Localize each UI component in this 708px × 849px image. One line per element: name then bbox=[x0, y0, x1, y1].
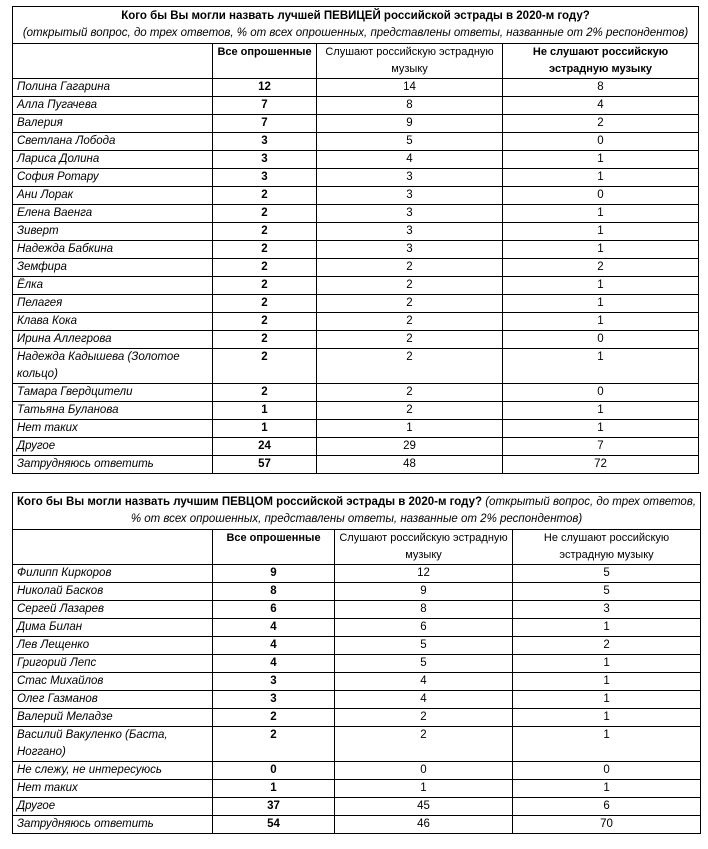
row-listen: 48 bbox=[317, 456, 503, 474]
row-not-listen: 0 bbox=[503, 133, 699, 151]
table-row bbox=[13, 277, 699, 295]
row-all-respondents: 1 bbox=[213, 780, 335, 798]
row-all-respondents: 6 bbox=[213, 601, 335, 619]
row-listen: 8 bbox=[335, 601, 513, 619]
table-row bbox=[13, 133, 699, 151]
row-name: Василий Вакуленко (Баста, Ноггано) bbox=[13, 727, 213, 762]
row-listen: 2 bbox=[317, 349, 503, 384]
row-name: Земфира bbox=[13, 259, 213, 277]
row-all-respondents: 4 bbox=[213, 619, 335, 637]
table-row bbox=[13, 349, 699, 384]
row-not-listen: 7 bbox=[503, 438, 699, 456]
row-listen: 2 bbox=[317, 402, 503, 420]
row-name: Дима Билан bbox=[13, 619, 213, 637]
table-row bbox=[13, 241, 699, 259]
row-listen: 5 bbox=[317, 133, 503, 151]
table-row bbox=[13, 727, 701, 762]
row-name: Татьяна Буланова bbox=[13, 402, 213, 420]
row-name: Григорий Лепс bbox=[13, 655, 213, 673]
row-listen: 6 bbox=[335, 619, 513, 637]
row-not-listen: 0 bbox=[513, 762, 701, 780]
female-header-name bbox=[13, 44, 213, 79]
row-name: Лев Лещенко bbox=[13, 637, 213, 655]
row-name: Полина Гагарина bbox=[13, 79, 213, 97]
row-not-listen: 1 bbox=[513, 691, 701, 709]
row-name: Филипп Киркоров bbox=[13, 565, 213, 583]
table-row bbox=[13, 384, 699, 402]
row-not-listen: 70 bbox=[513, 816, 701, 834]
row-not-listen: 0 bbox=[503, 331, 699, 349]
row-listen: 2 bbox=[335, 709, 513, 727]
table-row bbox=[13, 151, 699, 169]
row-not-listen: 8 bbox=[503, 79, 699, 97]
row-not-listen: 1 bbox=[513, 619, 701, 637]
row-all-respondents: 24 bbox=[213, 438, 317, 456]
row-name: Ирина Аллегрова bbox=[13, 331, 213, 349]
row-not-listen: 2 bbox=[503, 115, 699, 133]
row-not-listen: 1 bbox=[503, 420, 699, 438]
table-row bbox=[13, 565, 701, 583]
row-not-listen: 6 bbox=[513, 798, 701, 816]
row-name: Валерия bbox=[13, 115, 213, 133]
table-row bbox=[13, 97, 699, 115]
row-not-listen: 2 bbox=[503, 259, 699, 277]
row-not-listen: 0 bbox=[503, 384, 699, 402]
row-listen: 2 bbox=[317, 295, 503, 313]
table-row bbox=[13, 780, 701, 798]
row-listen: 3 bbox=[317, 187, 503, 205]
row-name: Не слежу, не интересуюсь bbox=[13, 762, 213, 780]
table-row bbox=[13, 295, 699, 313]
female-singer-table bbox=[12, 6, 699, 474]
row-all-respondents: 4 bbox=[213, 655, 335, 673]
row-all-respondents: 54 bbox=[213, 816, 335, 834]
row-all-respondents: 2 bbox=[213, 277, 317, 295]
row-all-respondents: 3 bbox=[213, 133, 317, 151]
row-all-respondents: 0 bbox=[213, 762, 335, 780]
table-row bbox=[13, 223, 699, 241]
row-name: Другое bbox=[13, 798, 213, 816]
row-listen: 12 bbox=[335, 565, 513, 583]
row-not-listen: 1 bbox=[503, 151, 699, 169]
row-all-respondents: 2 bbox=[213, 259, 317, 277]
row-listen: 45 bbox=[335, 798, 513, 816]
row-name: Пелагея bbox=[13, 295, 213, 313]
row-not-listen: 72 bbox=[503, 456, 699, 474]
row-name: Нет таких bbox=[13, 780, 213, 798]
row-all-respondents: 3 bbox=[213, 673, 335, 691]
row-listen: 14 bbox=[317, 79, 503, 97]
row-all-respondents: 1 bbox=[213, 420, 317, 438]
row-all-respondents: 1 bbox=[213, 402, 317, 420]
row-listen: 8 bbox=[317, 97, 503, 115]
row-all-respondents: 2 bbox=[213, 313, 317, 331]
male-table-title: Кого бы Вы могли назвать лучшим ПЕВЦОМ российской эстрады в 2020-м году? bbox=[17, 496, 483, 508]
row-name: Затрудняюсь ответить bbox=[13, 456, 213, 474]
table-row bbox=[13, 205, 699, 223]
row-listen: 3 bbox=[317, 205, 503, 223]
row-listen: 2 bbox=[317, 313, 503, 331]
row-listen: 0 bbox=[335, 762, 513, 780]
row-all-respondents: 2 bbox=[213, 384, 317, 402]
row-name: Стас Михайлов bbox=[13, 673, 213, 691]
row-not-listen: 5 bbox=[513, 565, 701, 583]
row-name: Светлана Лобода bbox=[13, 133, 213, 151]
table-row bbox=[13, 313, 699, 331]
row-all-respondents: 7 bbox=[213, 97, 317, 115]
female-table-subtitle: (открытый вопрос, до трех ответов, % от всех опрошенных, представлены ответы, названные от 2% респондентов) bbox=[22, 27, 689, 39]
table-row bbox=[13, 798, 701, 816]
row-name: Надежда Кадышева (Золотое кольцо) bbox=[13, 349, 213, 384]
row-all-respondents: 3 bbox=[213, 691, 335, 709]
table-row bbox=[13, 456, 699, 474]
table-row bbox=[13, 115, 699, 133]
male-table-caption bbox=[13, 493, 701, 530]
row-all-respondents: 57 bbox=[213, 456, 317, 474]
table-row bbox=[13, 601, 701, 619]
male-header-listen: Слушают российскую эстрадную музыку bbox=[335, 530, 513, 565]
row-not-listen: 1 bbox=[503, 277, 699, 295]
female-header-all: Все опрошенные bbox=[213, 44, 317, 79]
female-table-title: Кого бы Вы могли назвать лучшей ПЕВИЦЕЙ российской эстрады в 2020-м году? bbox=[121, 10, 590, 22]
row-not-listen: 1 bbox=[503, 205, 699, 223]
row-not-listen: 1 bbox=[503, 349, 699, 384]
row-listen: 3 bbox=[317, 223, 503, 241]
row-listen: 2 bbox=[317, 259, 503, 277]
row-not-listen: 3 bbox=[513, 601, 701, 619]
row-all-respondents: 12 bbox=[213, 79, 317, 97]
row-name: Сергей Лазарев bbox=[13, 601, 213, 619]
table-row bbox=[13, 169, 699, 187]
row-listen: 2 bbox=[317, 384, 503, 402]
row-all-respondents: 37 bbox=[213, 798, 335, 816]
row-not-listen: 1 bbox=[513, 780, 701, 798]
row-name: Николай Басков bbox=[13, 583, 213, 601]
male-singer-table bbox=[12, 492, 701, 834]
row-not-listen: 1 bbox=[503, 295, 699, 313]
row-name: Алла Пугачева bbox=[13, 97, 213, 115]
table-row bbox=[13, 402, 699, 420]
row-all-respondents: 7 bbox=[213, 115, 317, 133]
row-name: Затрудняюсь ответить bbox=[13, 816, 213, 834]
table-row bbox=[13, 420, 699, 438]
male-header-all: Все опрошенные bbox=[213, 530, 335, 565]
row-not-listen: 4 bbox=[503, 97, 699, 115]
row-not-listen: 2 bbox=[513, 637, 701, 655]
table-row bbox=[13, 187, 699, 205]
row-all-respondents: 2 bbox=[213, 709, 335, 727]
male-table-subtitle-2: % от всех опрошенных, представлены ответы, названные от 2% респондентов) bbox=[130, 513, 583, 525]
row-not-listen: 1 bbox=[513, 727, 701, 762]
row-not-listen: 1 bbox=[503, 313, 699, 331]
row-all-respondents: 8 bbox=[213, 583, 335, 601]
row-all-respondents: 2 bbox=[213, 187, 317, 205]
row-name: Другое bbox=[13, 438, 213, 456]
row-listen: 5 bbox=[335, 655, 513, 673]
female-table-caption bbox=[13, 7, 699, 44]
table-row bbox=[13, 673, 701, 691]
row-name: Клава Кока bbox=[13, 313, 213, 331]
row-name: Олег Газманов bbox=[13, 691, 213, 709]
row-all-respondents: 2 bbox=[213, 331, 317, 349]
table-row bbox=[13, 691, 701, 709]
row-listen: 9 bbox=[335, 583, 513, 601]
row-name: Елена Ваенга bbox=[13, 205, 213, 223]
table-row bbox=[13, 816, 701, 834]
row-listen: 9 bbox=[317, 115, 503, 133]
row-name: Валерий Меладзе bbox=[13, 709, 213, 727]
row-not-listen: 5 bbox=[513, 583, 701, 601]
row-listen: 29 bbox=[317, 438, 503, 456]
row-listen: 2 bbox=[317, 331, 503, 349]
table-row bbox=[13, 259, 699, 277]
row-listen: 4 bbox=[317, 151, 503, 169]
row-all-respondents: 4 bbox=[213, 637, 335, 655]
male-header-notlisten: Не слушают российскую эстрадную музыку bbox=[513, 530, 701, 565]
row-all-respondents: 3 bbox=[213, 169, 317, 187]
table-row bbox=[13, 619, 701, 637]
row-listen: 1 bbox=[317, 420, 503, 438]
row-all-respondents: 2 bbox=[213, 727, 335, 762]
table-row bbox=[13, 637, 701, 655]
row-all-respondents: 2 bbox=[213, 241, 317, 259]
row-name: Лариса Долина bbox=[13, 151, 213, 169]
row-listen: 3 bbox=[317, 241, 503, 259]
table-row bbox=[13, 438, 699, 456]
row-all-respondents: 9 bbox=[213, 565, 335, 583]
row-all-respondents: 2 bbox=[213, 223, 317, 241]
row-not-listen: 1 bbox=[503, 169, 699, 187]
table-row bbox=[13, 79, 699, 97]
row-all-respondents: 2 bbox=[213, 349, 317, 384]
table-row bbox=[13, 762, 701, 780]
row-listen: 1 bbox=[335, 780, 513, 798]
row-not-listen: 1 bbox=[513, 673, 701, 691]
table-row bbox=[13, 331, 699, 349]
row-listen: 2 bbox=[317, 277, 503, 295]
male-header-name bbox=[13, 530, 213, 565]
row-listen: 4 bbox=[335, 673, 513, 691]
row-not-listen: 1 bbox=[503, 402, 699, 420]
row-name: Нет таких bbox=[13, 420, 213, 438]
row-all-respondents: 2 bbox=[213, 295, 317, 313]
row-all-respondents: 2 bbox=[213, 205, 317, 223]
row-not-listen: 1 bbox=[503, 241, 699, 259]
row-listen: 5 bbox=[335, 637, 513, 655]
row-listen: 46 bbox=[335, 816, 513, 834]
row-not-listen: 1 bbox=[513, 709, 701, 727]
row-not-listen: 0 bbox=[503, 187, 699, 205]
row-name: София Ротару bbox=[13, 169, 213, 187]
male-table-subtitle-1: (открытый вопрос, до трех ответов, bbox=[485, 496, 697, 508]
row-listen: 3 bbox=[317, 169, 503, 187]
row-not-listen: 1 bbox=[503, 223, 699, 241]
row-name: Надежда Бабкина bbox=[13, 241, 213, 259]
row-not-listen: 1 bbox=[513, 655, 701, 673]
table-row bbox=[13, 709, 701, 727]
female-header-notlisten: Не слушают российскую эстрадную музыку bbox=[503, 44, 699, 79]
row-name: Зиверт bbox=[13, 223, 213, 241]
female-header-listen: Слушают российскую эстрадную музыку bbox=[317, 44, 503, 79]
table-row bbox=[13, 583, 701, 601]
row-listen: 2 bbox=[335, 727, 513, 762]
row-all-respondents: 3 bbox=[213, 151, 317, 169]
table-row bbox=[13, 655, 701, 673]
row-name: Ёлка bbox=[13, 277, 213, 295]
row-name: Ани Лорак bbox=[13, 187, 213, 205]
row-listen: 4 bbox=[335, 691, 513, 709]
row-name: Тамара Гвердцители bbox=[13, 384, 213, 402]
